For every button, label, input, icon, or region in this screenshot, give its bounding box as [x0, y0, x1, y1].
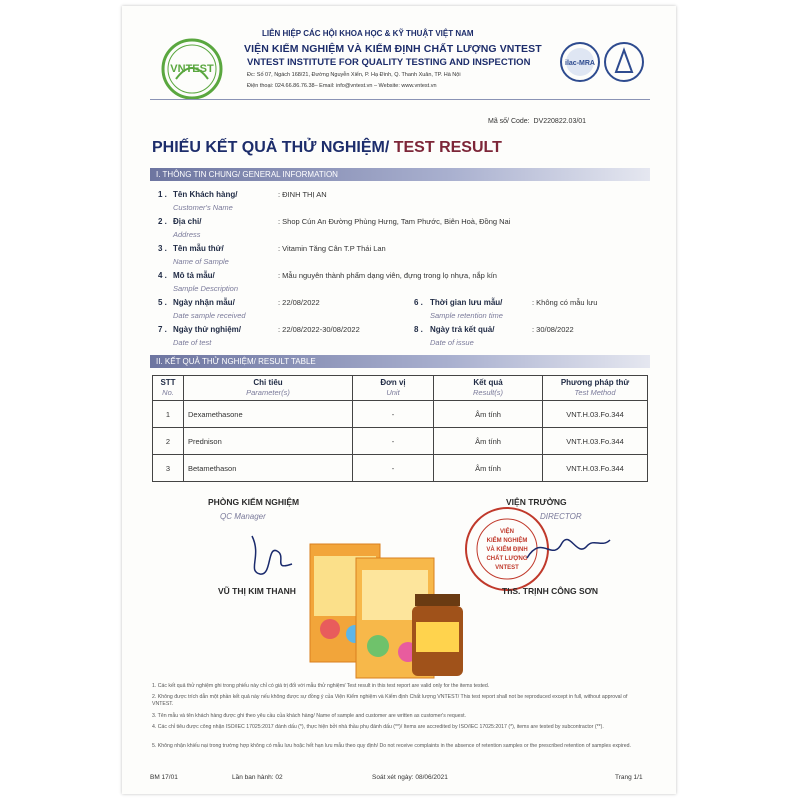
- address-label: Địa chỉ/: [173, 217, 202, 226]
- director-signature: [522, 528, 612, 568]
- director-title: VIỆN TRƯỞNG: [506, 497, 567, 507]
- table-header-row: STT No. Chỉ tiêu Parameter(s) Đơn vị Unit Kết quả Result(s) Phương pháp thử Test Method: [153, 376, 648, 401]
- note-item: 2. Không được trích dẫn một phần kết quả này nếu không được sự đồng ý của Viện Kiểm nghiệm và Kiểm định Chất lượng VNTEST/ This test report shall not be reproduced except in full, without approval of VNTEST.: [152, 694, 628, 707]
- table-row: 3 Betamethason - Âm tính VNT.H.03.Fo.344: [153, 455, 648, 482]
- general-info-heading: I. THÔNG TIN CHUNG/ GENERAL INFORMATION: [150, 168, 650, 181]
- table-row: 2 Prednison - Âm tính VNT.H.03.Fo.344: [153, 428, 648, 455]
- svg-text:VIỆN: VIỆN: [499, 529, 515, 535]
- test-date-label: Ngày thử nghiệm/: [173, 325, 242, 334]
- institute-contact: Điện thoại: 024.66.86.76.38– Email: info@vntest.vn – Website: www.vntest.vn: [247, 83, 437, 89]
- institute-address: Đc: Số 07, Ngách 168/21, Đường Nguyễn Xiển, P. Hạ Đình, Q. Thanh Xuân, TP. Hà Nội: [247, 72, 461, 78]
- svg-text:VNTEST: VNTEST: [170, 63, 214, 75]
- customer-label: Tên Khách hàng/: [173, 190, 238, 199]
- issue-date-value: : 30/08/2022: [532, 325, 574, 334]
- note-item: 5. Không nhận khiếu nại trong trường hợp không có mẫu lưu hoặc hết hạn lưu mẫu theo quy định/ Do not receive complaints in the absence of retention samples or the prescribed retention of samples expired.: [152, 743, 631, 749]
- table-row: 1 Dexamethasone - Âm tính VNT.H.03.Fo.344: [153, 401, 648, 428]
- retention-value: : Không có mẫu lưu: [532, 298, 598, 307]
- note-item: 4. Các chỉ tiêu được công nhận ISO/IEC 17025:2017 đánh dấu (*), thực hiện bởi nhà thầu phụ đánh dấu (**)/ Items are accredited by ISO/IEC 17025:2017 (*), items are tested by subcontractor (**).: [152, 724, 604, 730]
- qc-manager-subtitle: QC Manager: [220, 512, 266, 521]
- svg-text:ilac-MRA: ilac-MRA: [565, 60, 595, 67]
- description-value: : Mẫu nguyên thành phẩm dạng viên, đựng trong lọ nhựa, nắp kín: [278, 271, 497, 280]
- vntest-logo: [160, 37, 224, 101]
- received-value: : 22/08/2022: [278, 298, 320, 307]
- page-title: PHIẾU KẾT QUẢ THỬ NGHIỆM/ TEST RESULT: [152, 139, 502, 156]
- results-table: [152, 375, 648, 482]
- sample-value: : Vitamin Tăng Cân T.P Thái Lan: [278, 244, 386, 253]
- director-subtitle: DIRECTOR: [540, 512, 582, 521]
- header-divider: [150, 99, 650, 100]
- document-code: Mã số/ Code: DV220822.03/01: [488, 118, 587, 125]
- union-name: LIÊN HIỆP CÁC HỘI KHOA HỌC & KỸ THUẬT VIỆT NAM: [262, 29, 474, 38]
- test-date-value: : 22/08/2022-30/08/2022: [278, 325, 360, 334]
- institute-name-vi: VIỆN KIỂM NGHIỆM VÀ KIỂM ĐỊNH CHẤT LƯỢNG VNTEST: [244, 43, 542, 55]
- page-number: Trang 1/1: [615, 774, 643, 781]
- test-result-document: VNTEST LIÊN HIỆP CÁC HỘI KHOA HỌC & KỸ THUẬT VIỆT NAM VIỆN KIỂM NGHIỆM VÀ KIỂM ĐỊNH CHẤT LƯỢNG VNTEST VNTEST INSTITUTE FOR QUALITY TESTING AND INSPECTION Đc: Số 07, Ngách 168/21, Đường Nguyễn Xiển, P. Hạ Đình, Q. Thanh Xuân, TP. Hà Nội Điện thoại: 024.66.86.76.38– Email: info@vntest.vn – Website: www.vntest.vn ilac-MRA Mã số/ Code: DV220822.03/01 PHIẾU KẾT QUẢ THỬ NGHIỆM/ TEST RESULT I. THÔNG TIN CHUNG/ GENERAL INFORMATION 1 . Tên Khách hàng/ Customer's Name : ĐINH THỊ AN 2 . Địa chỉ/ Address : Shop Cún An Đường Phùng Hưng, Tam Phước, Biên Hoà, Đồng Nai 3 . Tên mẫu thử/ Name of Sample : Vitamin Tăng Cân T.P Thái Lan 4 . Mô tả mẫu/ Sample Description : Mẫu nguyên thành phẩm dạng viên, đựng trong lọ nhựa, nắp kín 5 . Ngày nhận mẫu/ Date sample received : 22/08/2022 6 . Thời gian lưu mẫu/ Sample retention time : Không có mẫu lưu 7 . Ngày thử nghiệm/ Date of test : 22/08/2022-30/08/2022 8 . Ngày trả kết quả/ Date of issue : 30/08/2022 II. KẾT QUẢ THỬ NGHIỆM/ RESULT TABLE STT No. Chỉ tiêu Parameter(s) Đơn vị Unit Kết quả Result(s) Phương pháp thử Test Method 1 Dexamethasone - Âm tính VNT.H.03.Fo.344 2 Prednison - Âm tính VNT.H.03.Fo.344 3 Betamethason - Âm tính VNT.H.03.Fo.344 PHÒNG KIỂM NGHIỆM QC Manager VIỆN TRƯỞNG VIỆN KIỂM NGHIỆM VÀ KIỂM ĐỊNH CHẤT LƯỢNG VNTEST DIRECTOR VŨ THỊ KIM THANH ThS. TRỊNH CÔNG SƠN 1. Các kết quả thử nghiệm ghi trong phiếu này chỉ có giá trị đối với mẫu thử nghiệm/ Test result in this test report are valid only for the items tested. 2. Không được trích dẫn một phần kết quả này nếu không được sự đồng ý của Viện Kiểm nghiệm và Kiểm định Chất lượng VNTEST/ This test report shall not be reproduced except in full, without approval of VNTEST. 3. Tên mẫu và tên khách hàng được ghi theo yêu cầu của khách hàng/ Name of sample and customer are written as customer's request. 4. Các chỉ tiêu được công nhận ISO/IEC 17025:2017 đánh dấu (*), thực hiện bởi nhà thầu phụ đánh dấu (**)/ Items are accredited by ISO/IEC 17025:2017 (*), items are tested by subcontractor (**). 5. Không nhận khiếu nại trong trường hợp không có mẫu lưu hoặc hết hạn lưu mẫu theo quy định/ Do not receive complaints in the absence of retention samples or the prescribed retention of samples expired. BM 17/01 Lần ban hành: 02 Soát xét ngày: 08/06/2021 Trang 1/1: [122, 6, 676, 794]
- svg-text:KIỂM NGHIỆM: KIỂM NGHIỆM: [486, 538, 528, 544]
- note-item: 3. Tên mẫu và tên khách hàng được ghi theo yêu cầu của khách hàng/ Name of sample and customer are written as customer's request.: [152, 713, 467, 719]
- address-value: : Shop Cún An Đường Phùng Hưng, Tam Phước, Biên Hoà, Đồng Nai: [278, 217, 511, 226]
- institute-name-en: VNTEST INSTITUTE FOR QUALITY TESTING AND INSPECTION: [247, 57, 531, 68]
- customer-value: : ĐINH THỊ AN: [278, 190, 327, 199]
- qc-manager-name: VŨ THỊ KIM THANH: [218, 586, 296, 596]
- received-label: Ngày nhận mẫu/: [173, 298, 235, 307]
- svg-text:CHẤT LƯỢNG: CHẤT LƯỢNG: [486, 556, 528, 562]
- issue-date-label: Ngày trả kết quả/: [430, 325, 495, 334]
- results-heading: II. KẾT QUẢ THỬ NGHIỆM/ RESULT TABLE: [150, 355, 650, 368]
- svg-text:VÀ KIỂM ĐỊNH: VÀ KIỂM ĐỊNH: [486, 547, 528, 553]
- description-label: Mô tả mẫu/: [173, 271, 215, 280]
- note-item: 1. Các kết quả thử nghiệm ghi trong phiếu này chỉ có giá trị đối với mẫu thử nghiệm/ Test result in this test report are valid only for the items tested.: [152, 683, 490, 689]
- product-photo: [300, 534, 470, 684]
- svg-text:VNTEST: VNTEST: [495, 565, 519, 571]
- edition: Lần ban hành: 02: [232, 774, 283, 781]
- qc-signature: [242, 526, 302, 581]
- director-name: ThS. TRỊNH CÔNG SƠN: [502, 586, 599, 596]
- sample-label: Tên mẫu thử/: [173, 244, 224, 253]
- review-date: Soát xét ngày: 08/06/2021: [372, 774, 448, 781]
- retention-label: Thời gian lưu mẫu/: [430, 298, 503, 307]
- form-code: BM 17/01: [150, 774, 178, 781]
- accreditation-logos: [558, 40, 646, 86]
- qc-manager-title: PHÒNG KIỂM NGHIỆM: [208, 497, 300, 507]
